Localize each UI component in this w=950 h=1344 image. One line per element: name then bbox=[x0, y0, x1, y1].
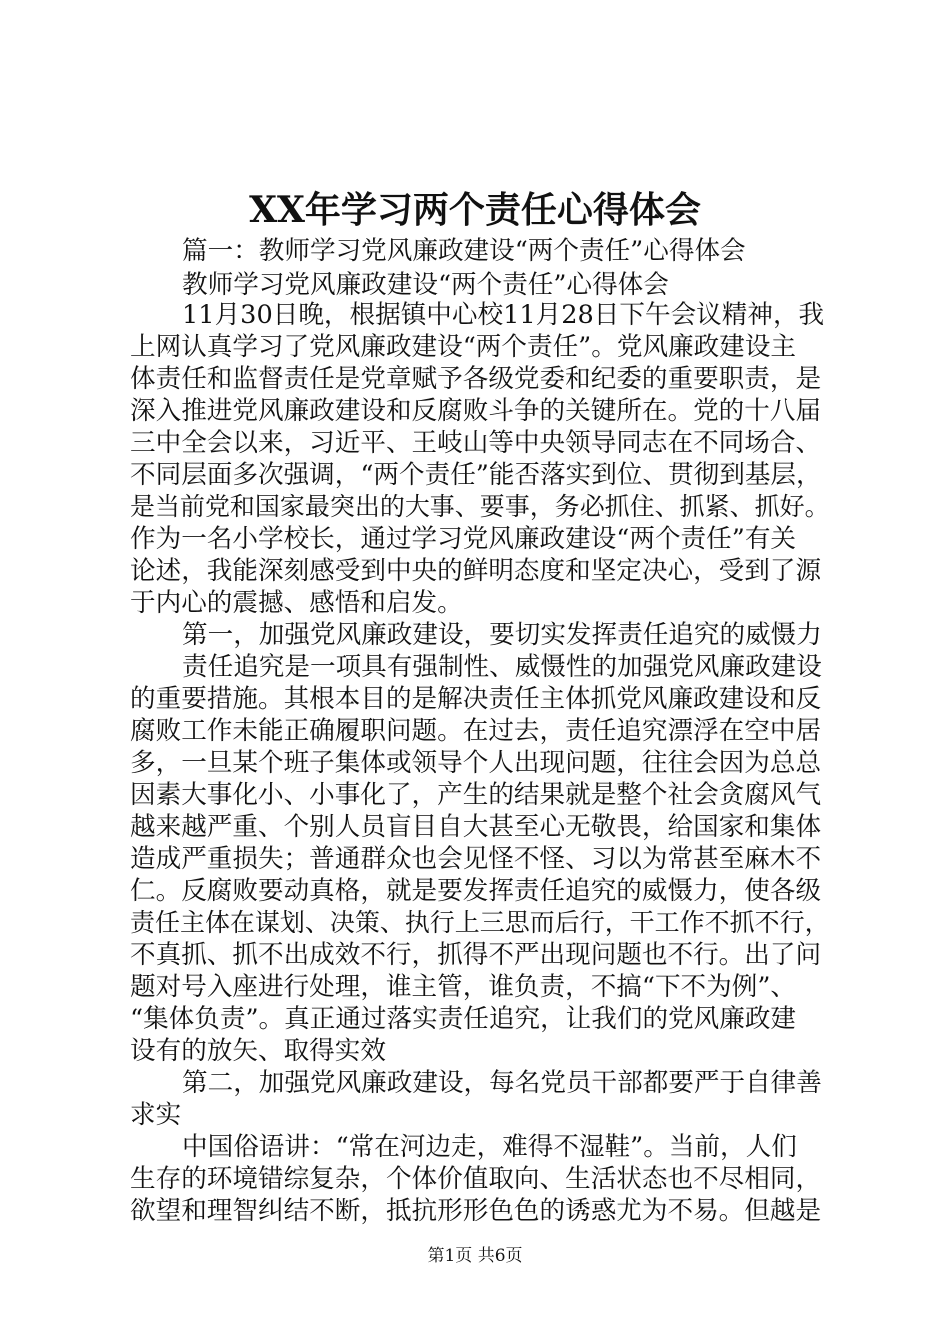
text-line: 作为一名小学校长，通过学习党风廉政建设“两个责任”有关 bbox=[130, 524, 797, 554]
text-line: 中国俗语讲：“常在河边走，难得不湿鞋”。当前，人们 bbox=[182, 1132, 797, 1162]
text-line: 于内心的震撼、感悟和启发。 bbox=[130, 588, 463, 618]
text-line: 论述，我能深刻感受到中央的鲜明态度和坚定决心，受到了源 bbox=[130, 556, 822, 586]
text-line: 越来越严重、个别人员盲目自大甚至心无敬畏，给国家和集体 bbox=[130, 812, 822, 842]
text-line: 不真抓、抓不出成效不行，抓得不严出现问题也不行。出了问 bbox=[130, 940, 822, 970]
text-line: 题对号入座进行处理，谁主管，谁负责，不搞“下不为例”、 bbox=[130, 972, 797, 1002]
text-line: 造成严重损失；普通群众也会见怪不怪、习以为常甚至麻木不 bbox=[130, 844, 822, 874]
text-line: 篇一：教师学习党风廉政建设“两个责任”心得体会 bbox=[182, 236, 746, 266]
text-line: 第一，加强党风廉政建设，要切实发挥责任追究的威慑力 bbox=[182, 620, 822, 650]
text-line: 第二，加强党风廉政建设，每名党员干部都要严于自律善 bbox=[182, 1068, 822, 1098]
text-line: 体责任和监督责任是党章赋予各级党委和纪委的重要职责，是 bbox=[130, 364, 822, 394]
text-line: 上网认真学习了党风廉政建设“两个责任”。党风廉政建设主 bbox=[130, 332, 797, 362]
text-line: 设有的放矢、取得实效 bbox=[130, 1036, 386, 1066]
text-line: 求实 bbox=[130, 1100, 182, 1130]
document-title: XX年学习两个责任心得体会 bbox=[249, 189, 701, 231]
text-line: 深入推进党风廉政建设和反腐败斗争的关键所在。党的十八届 bbox=[130, 396, 822, 426]
text-line: 11月30日晚，根据镇中心校11月28日下午会议精神，我 bbox=[182, 300, 825, 330]
text-line: 欲望和理智纠结不断，抵抗形形色色的诱惑尤为不易。但越是 bbox=[130, 1196, 822, 1226]
text-line: 教师学习党风廉政建设“两个责任”心得体会 bbox=[182, 270, 669, 300]
text-line: 责任追究是一项具有强制性、威慑性的加强党风廉政建设 bbox=[182, 652, 822, 682]
page-number-footer: 第1页 共6页 bbox=[427, 1246, 523, 1266]
text-line: 多，一旦某个班子集体或领导个人出现问题，往往会因为总总 bbox=[130, 748, 822, 778]
text-line: 是当前党和国家最突出的大事、要事，务必抓住、抓紧、抓好。 bbox=[130, 492, 830, 521]
text-line: 责任主体在谋划、决策、执行上三思而后行，干工作不抓不行， bbox=[130, 908, 830, 937]
text-line: 因素大事化小、小事化了，产生的结果就是整个社会贪腐风气 bbox=[130, 780, 822, 810]
text-line: “集体负责”。真正通过落实责任追究，让我们的党风廉政建 bbox=[130, 1004, 797, 1034]
text-line: 生存的环境错综复杂，个体价值取向、生活状态也不尽相同， bbox=[130, 1164, 822, 1194]
text-line: 腐败工作未能正确履职问题。在过去，责任追究漂浮在空中居 bbox=[130, 716, 822, 746]
text-line: 的重要措施。其根本目的是解决责任主体抓党风廉政建设和反 bbox=[130, 684, 822, 714]
text-line: 不同层面多次强调，“两个责任”能否落实到位、贯彻到基层， bbox=[130, 460, 822, 490]
text-line: 仁。反腐败要动真格，就是要发挥责任追究的威慑力，使各级 bbox=[130, 876, 822, 906]
text-line: 三中全会以来，习近平、王岐山等中央领导同志在不同场合、 bbox=[130, 428, 822, 458]
